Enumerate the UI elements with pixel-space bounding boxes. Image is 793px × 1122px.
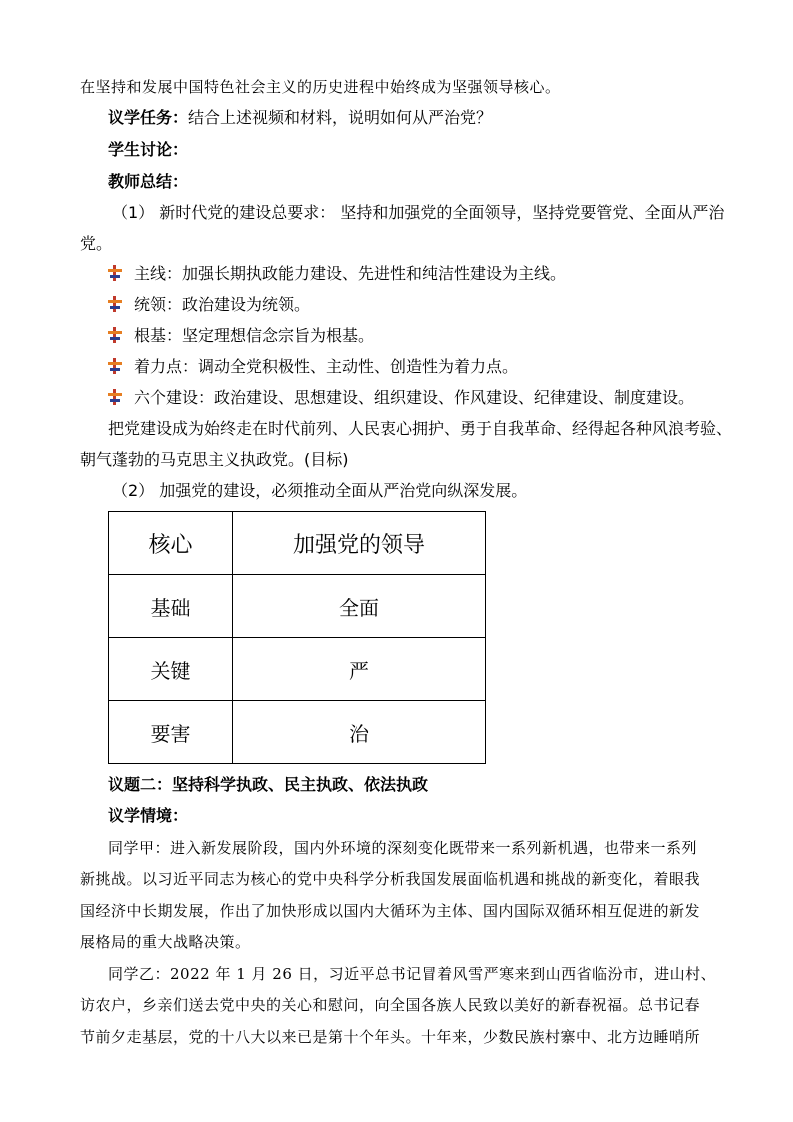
table-cell: 核心: [109, 512, 233, 575]
goal-line-2: 朝气蓬勃的马克思主义执政党。(目标): [80, 450, 349, 469]
table-cell: 基础: [109, 575, 233, 638]
student-a-line-1: 同学甲：进入新发展阶段，国内外环境的深刻变化既带来一系列新机遇，也带来一系列: [108, 839, 698, 857]
paragraph-1-line-1: （1） 新时代党的建设总要求： 坚持和加强党的全面领导，坚持党要管党、全面从严治: [112, 203, 725, 222]
table-row: [109, 512, 486, 575]
text-line: 在坚持和发展中国特色社会主义的历史进程中始终成为坚强领导核心。: [80, 78, 561, 96]
paragraph-2: （2） 加强党的建设，必须推动全面从严治党向纵深发展。: [112, 481, 528, 500]
situation-heading: 议学情境：: [108, 806, 189, 825]
discussion-heading: 学生讨论：: [108, 140, 189, 159]
student-a-line-4: 展格局的重大战略决策。: [80, 933, 251, 951]
table-cell: 严: [233, 638, 486, 701]
bullet-icon: [108, 389, 122, 405]
task-text: 结合上述视频和材料，说明如何从严治党？: [188, 108, 493, 127]
bullet-item: 根基：坚定理想信念宗旨为根基。: [108, 326, 374, 346]
student-b-line-2: 访农户，乡亲们送去党中央的关心和慰问，向全国各族人民致以美好的新春祝福。总书记春: [80, 996, 701, 1014]
teacher-summary-heading: 教师总结：: [108, 172, 189, 191]
bullet-item: 统领：政治建设为统领。: [108, 295, 310, 315]
student-a-line-3: 国经济中长期发展，作出了加快形成以国内大循环为主体、国内国际双循环相互促进的新发: [80, 902, 701, 920]
bullet-icon: [108, 358, 122, 374]
student-a-line-2: 新挑战。以习近平同志为核心的党中央科学分析我国发展面临机遇和挑战的新变化，着眼我: [80, 870, 701, 888]
goal-line-1: 把党建设成为始终走在时代前列、人民衷心拥护、勇于自我革命、经得起各种风浪考验、: [108, 419, 733, 438]
table-row: [109, 701, 486, 764]
bullet-item: 着力点：调动全党积极性、主动性、创造性为着力点。: [108, 357, 518, 377]
bullet-icon: [108, 296, 122, 312]
table-cell: 关键: [109, 638, 233, 701]
student-b-line-3: 节前夕走基层，党的十八大以来已是第十个年头。十年来，少数民族村寨中、北方边睡哨所: [80, 1028, 701, 1046]
topic-2-heading: 议题二：坚持科学执政、民主执政、依法执政: [108, 775, 429, 794]
party-building-table: [108, 511, 486, 764]
table-cell: 要害: [109, 701, 233, 764]
bullet-item: 六个建设：政治建设、思想建设、组织建设、作风建设、纪律建设、制度建设。: [108, 388, 694, 408]
task-label: 议学任务：: [108, 108, 189, 127]
task-line: [108, 108, 492, 128]
table-cell: 加强党的领导: [233, 512, 486, 575]
table-cell: 全面: [233, 575, 486, 638]
bullet-item: 主线：加强长期执政能力建设、先进性和纯洁性建设为主线。: [108, 264, 566, 284]
table-cell: 治: [233, 701, 486, 764]
bullet-icon: [108, 265, 122, 281]
bullet-icon: [108, 327, 122, 343]
student-b-line-1: 同学乙：2022 年 1 月 26 日，习近平总书记冒着风雪严寒来到山西省临汾市，进山村、: [108, 965, 717, 983]
table-row: [109, 638, 486, 701]
table-row: [109, 575, 486, 638]
paragraph-1-line-2: 党。: [80, 234, 113, 253]
